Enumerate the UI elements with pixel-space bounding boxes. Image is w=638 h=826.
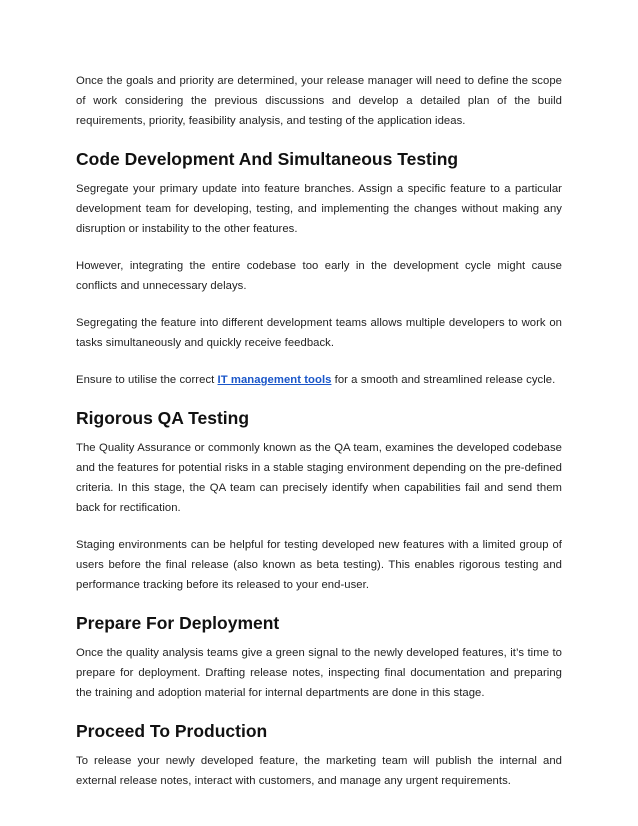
code-paragraph-2: However, integrating the entire codebase too early in the development cycle might cause conflicts and unnecessary delays.	[76, 260, 562, 292]
code-paragraph-4	[76, 370, 562, 390]
heading-proceed-production: Proceed To Production	[76, 721, 268, 741]
qa-paragraph-1: The Quality Assurance or commonly known as the QA team, examines the developed codebase and the features for potential risks in a stable staging environment depending on the pre-defined criteria. In this stage, the QA team can precisely identify when capabilities fail and send them back for rectification.	[76, 442, 562, 514]
production-paragraph-1: To release your newly developed feature, the marketing team will publish the internal and external release notes, interact with customers, and manage any urgent requirements.	[76, 755, 562, 787]
code-paragraph-3: Segregating the feature into different development teams allows multiple developers to work on tasks simultaneously and quickly receive feedback.	[76, 317, 562, 349]
heading-qa-testing: Rigorous QA Testing	[76, 408, 250, 428]
deploy-paragraph-1: Once the quality analysis teams give a green signal to the newly developed features, it’s time to prepare for deployment. Drafting release notes, inspecting final documentation and preparing the training and adoption material for internal departments are done in this stage.	[76, 647, 562, 699]
code-paragraph-4-after: for a smooth and streamlined release cycle.	[331, 374, 556, 386]
code-paragraph-4-before: Ensure to utilise the correct	[76, 374, 218, 386]
qa-paragraph-2: Staging environments can be helpful for testing developed new features with a limited group of users before the final release (also known as beta testing). This enables rigorous testing and performance tracking before its released to your end-user.	[76, 539, 562, 591]
heading-code-development: Code Development And Simultaneous Testing	[76, 149, 459, 169]
code-paragraph-1: Segregate your primary update into feature branches. Assign a specific feature to a particular development team for developing, testing, and implementing the changes without making any disruption or instability to the other features.	[76, 183, 562, 235]
heading-prepare-deployment: Prepare For Deployment	[76, 613, 280, 633]
it-management-tools-link[interactable]: IT management tools	[217, 374, 332, 386]
intro-paragraph: Once the goals and priority are determined, your release manager will need to define the scope of work considering the previous discussions and develop a detailed plan of the build requirements, priority, feasibility analysis, and testing of the application ideas.	[76, 75, 562, 127]
